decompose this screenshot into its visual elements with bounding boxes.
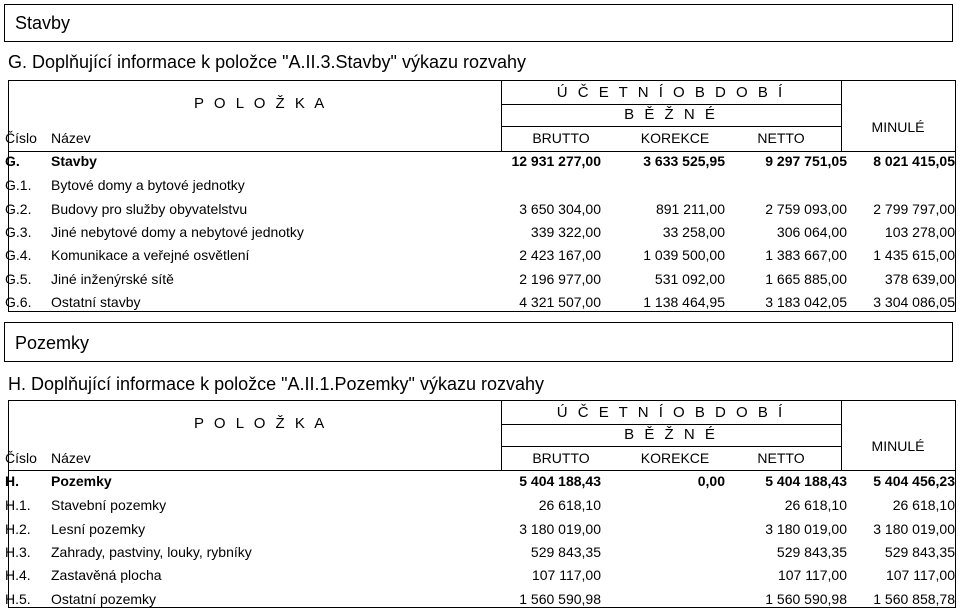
header-nazev: Název (51, 130, 91, 146)
cell-cislo: G. (5, 153, 20, 169)
cell-nazev: Komunikace a veřejné osvětlení (51, 247, 250, 264)
section-subtitle-pozemky: H. Doplňující informace k položce "A.II.1.Pozemky" výkazu rozvahy (8, 374, 544, 394)
header-cislo: Číslo (5, 130, 37, 146)
cell-brutto: 339 322,00 (530, 223, 601, 240)
header-polozka: P O L O Ž K A (194, 95, 328, 112)
cell-cislo: G.1. (5, 177, 32, 194)
header-bezne: B Ě Ž N É (624, 426, 718, 443)
cell-brutto: 1 560 590,98 (519, 590, 601, 607)
header-brutto: BRUTTO (532, 130, 590, 146)
cell-cislo: H.5. (5, 590, 31, 607)
cell-minule: 2 799 797,00 (873, 200, 955, 217)
table-row (5, 221, 957, 243)
cell-nazev: Pozemky (51, 473, 112, 489)
header-bezne: B Ě Ž N É (624, 106, 718, 123)
section-heading-pozemky (4, 322, 953, 362)
cell-korekce: 1 138 464,95 (643, 293, 725, 310)
cell-brutto: 2 423 167,00 (519, 247, 601, 264)
cell-netto: 5 404 188,43 (765, 473, 847, 489)
cell-netto: 1 665 885,00 (765, 270, 847, 287)
cell-nazev: Stavby (51, 153, 97, 169)
cell-nazev: Zastavěná plocha (51, 567, 162, 584)
cell-netto: 1 560 590,98 (765, 590, 847, 607)
cell-brutto: 3 180 019,00 (519, 520, 601, 537)
cell-netto: 107 117,00 (777, 567, 847, 584)
header-cislo: Číslo (5, 450, 37, 466)
cell-cislo: H. (5, 473, 19, 489)
cell-nazev: Ostatní stavby (51, 293, 141, 310)
header-ucetni-obdobi: Ú Č E T N Í O B D O B Í (556, 84, 786, 101)
cell-nazev: Lesní pozemky (51, 520, 146, 537)
cell-nazev: Zahrady, pastviny, louky, rybníky (51, 543, 252, 560)
cell-minule: 8 021 415,05 (873, 153, 955, 169)
table-row (5, 471, 957, 493)
cell-cislo: H.2. (5, 520, 31, 537)
table-row (5, 291, 957, 313)
cell-cislo: H.3. (5, 543, 31, 560)
stavby-table (5, 80, 956, 312)
cell-cislo: G.5. (5, 270, 32, 287)
cell-brutto: 5 404 188,43 (519, 473, 601, 489)
table-row (5, 564, 957, 586)
cell-netto: 306 064,00 (776, 223, 847, 240)
cell-korekce: 891 211,00 (655, 200, 725, 217)
section-subtitle-stavby: G. Doplňující informace k položce "A.II.3.Stavby" výkazu rozvahy (8, 52, 527, 72)
cell-nazev: Bytové domy a bytové jednotky (51, 177, 245, 194)
cell-korekce: 33 258,00 (662, 223, 725, 240)
cell-nazev: Stavební pozemky (51, 497, 167, 514)
cell-korekce: 1 039 500,00 (643, 247, 725, 264)
cell-minule: 3 304 086,05 (873, 293, 955, 310)
header-brutto: BRUTTO (532, 450, 590, 466)
cell-cislo: H.4. (5, 567, 31, 584)
section-heading-text: Stavby (15, 13, 71, 33)
header-netto: NETTO (757, 450, 805, 466)
pozemky-table (5, 400, 956, 608)
cell-netto: 1 383 667,00 (765, 247, 847, 264)
header-netto: NETTO (757, 130, 805, 146)
header-minule: MINULÉ (871, 119, 925, 135)
cell-minule: 1 560 858,78 (873, 590, 955, 607)
table-row (5, 518, 957, 540)
table-row (5, 588, 957, 610)
cell-minule: 1 435 615,00 (873, 247, 955, 264)
header-minule: MINULÉ (871, 438, 925, 454)
cell-netto: 26 618,10 (784, 497, 847, 514)
cell-netto: 2 759 093,00 (765, 200, 847, 217)
cell-brutto: 3 650 304,00 (519, 200, 601, 217)
header-polozka: P O L O Ž K A (194, 415, 328, 432)
header-korekce: KOREKCE (640, 130, 710, 146)
table-row (5, 541, 957, 563)
cell-minule: 107 117,00 (885, 567, 955, 584)
table-row (5, 198, 957, 220)
header-nazev: Název (51, 450, 91, 466)
cell-minule: 3 180 019,00 (873, 520, 955, 537)
table-row (5, 151, 957, 173)
cell-brutto: 529 843,35 (530, 543, 601, 560)
cell-nazev: Ostatní pozemky (51, 590, 157, 607)
header-korekce: KOREKCE (640, 450, 710, 466)
cell-minule: 5 404 456,23 (873, 473, 955, 489)
cell-netto: 3 180 019,00 (765, 520, 847, 537)
cell-cislo: G.6. (5, 293, 32, 310)
cell-brutto: 12 931 277,00 (511, 153, 601, 169)
cell-netto: 9 297 751,05 (765, 153, 847, 169)
cell-brutto: 2 196 977,00 (519, 270, 601, 287)
cell-brutto: 107 117,00 (531, 567, 601, 584)
table-row (5, 268, 957, 290)
cell-minule: 103 278,00 (884, 223, 955, 240)
table-row (5, 174, 957, 196)
cell-minule: 26 618,10 (892, 497, 955, 514)
cell-nazev: Jiné inženýrské sítě (51, 270, 174, 287)
cell-cislo: G.2. (5, 200, 32, 217)
cell-minule: 529 843,35 (884, 543, 955, 560)
cell-cislo: H.1. (5, 497, 31, 514)
section-heading-text: Pozemky (15, 333, 90, 353)
cell-netto: 529 843,35 (776, 543, 847, 560)
cell-brutto: 4 321 507,00 (519, 293, 601, 310)
cell-netto: 3 183 042,05 (765, 293, 847, 310)
cell-nazev: Budovy pro služby obyvatelstvu (51, 200, 248, 217)
cell-brutto: 26 618,10 (538, 497, 601, 514)
cell-korekce: 0,00 (697, 473, 725, 489)
table-row (5, 244, 957, 266)
cell-cislo: G.4. (5, 247, 32, 264)
cell-korekce: 3 633 525,95 (643, 153, 725, 169)
table-row (5, 494, 957, 516)
section-heading-stavby (4, 4, 953, 42)
cell-cislo: G.3. (5, 223, 32, 240)
cell-nazev: Jiné nebytové domy a nebytové jednotky (51, 223, 304, 240)
cell-korekce: 531 092,00 (654, 270, 725, 287)
header-ucetni-obdobi: Ú Č E T N Í O B D O B Í (556, 404, 786, 421)
cell-minule: 378 639,00 (884, 270, 955, 287)
